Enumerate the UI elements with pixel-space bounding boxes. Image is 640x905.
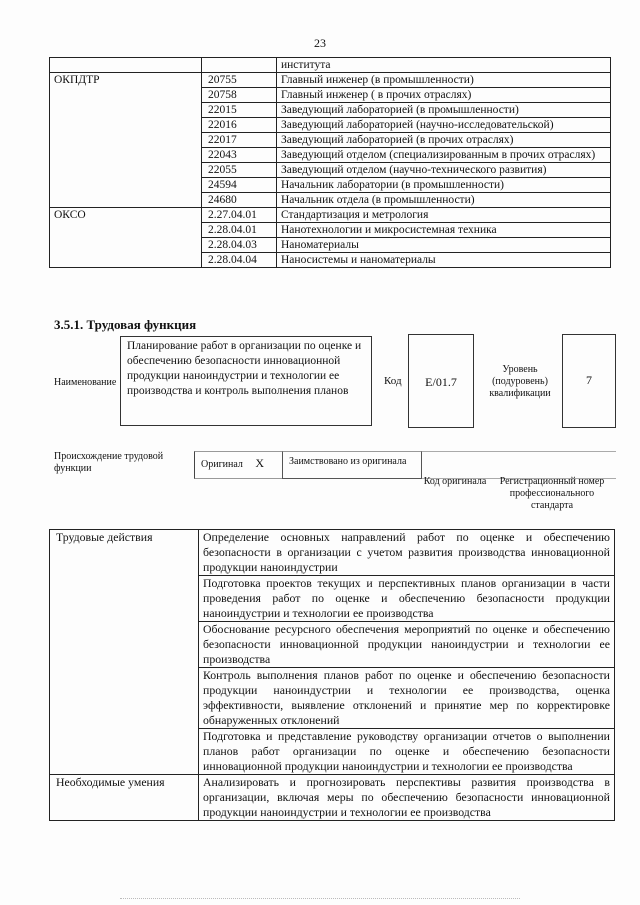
classifier-name-cell: ОКПДТР [50,73,202,88]
classifier-row [50,58,611,73]
labor-action-item: Подготовка проектов текущих и перспективных планов организации в части проведения работ по оценке и обеспечению безопасности продукции наноиндустрии и технологии ее производства [199,576,615,622]
original-label: Оригинал [201,459,243,470]
labor-action-item: Контроль выполнения планов работ по оценке и обеспечению безопасности продукции наноиндустрии и технологии ее производства, оценка эффективности, выявление отклонений и принятие мер по корректировке обнаруженных отклонений [199,668,615,729]
classifier-title-cell: Наносистемы и наноматериалы [277,253,611,268]
classifier-row [50,133,611,148]
classifier-row [50,163,611,178]
original-code-cell [422,451,488,479]
classifier-code-cell: 24680 [202,193,277,208]
classifier-name-cell [50,163,202,178]
classifier-code-cell: 22017 [202,133,277,148]
labor-action-label: Трудовые действия [50,530,199,775]
classifier-name-cell [50,58,202,73]
classifier-code-cell [202,58,277,73]
classifier-title-cell: Заведующий лабораторией (в прочих отраслях) [277,133,611,148]
classifier-title-cell: Главный инженер (в промышленности) [277,73,611,88]
origin-original-cell [194,451,282,479]
page-number: 23 [314,36,326,50]
classifier-row [50,223,611,238]
qualification-level-label: Уровень (подуровень) квалификации [489,364,551,399]
classifier-code-cell: 22043 [202,148,277,163]
labor-function-table [49,529,615,821]
classifier-name-cell [50,103,202,118]
classifier-code-cell: 22015 [202,103,277,118]
classifier-row [50,73,611,88]
required-skill-row [50,775,615,821]
classifier-name-cell: ОКСО [50,208,202,223]
classifier-code-cell: 2.28.04.01 [202,223,277,238]
classifier-row [50,178,611,193]
classifier-row [50,103,611,118]
classifier-code-cell: 2.27.04.01 [202,208,277,223]
classifier-row [50,238,611,253]
classifier-row [50,118,611,133]
classifier-name-cell [50,148,202,163]
classifier-row [50,148,611,163]
required-skill-label: Необходимые умения [50,775,199,821]
classifier-title-cell: Заведующий отделом (научно-технического развития) [277,163,611,178]
classifier-table [49,57,611,268]
classifier-name-cell [50,238,202,253]
labor-action-row [50,530,615,576]
original-code-caption: Код оригинала [423,476,487,487]
labor-action-item: Обоснование ресурсного обеспечения мероприятий по оценке и обеспечению безопасности инновационной продукции наноиндустрии и технологии ее производства [199,622,615,668]
classifier-name-cell [50,118,202,133]
classifier-code-cell: 2.28.04.03 [202,238,277,253]
classifier-name-cell [50,253,202,268]
classifier-name-cell [50,178,202,193]
registration-number-cell [488,451,616,479]
classifier-row [50,208,611,223]
origin-label: Происхождение трудовой функции [54,451,164,474]
required-skill-item: Анализировать и прогнозировать перспективы развития производства в организации, включая меры по обеспечению безопасности инновационной продукции наноиндустрии и технологии ее производства [199,775,615,821]
classifier-name-cell [50,88,202,103]
classifier-row [50,88,611,103]
classifier-code-cell: 20758 [202,88,277,103]
registration-number-caption: Регистрационный номер профессионального стандарта [499,476,605,511]
classifier-code-cell: 2.28.04.04 [202,253,277,268]
classifier-title-cell: Стандартизация и метрология [277,208,611,223]
classifier-name-cell [50,193,202,208]
classifier-row [50,193,611,208]
section-heading: 3.5.1. Трудовая функция [54,317,197,332]
classifier-title-cell: Заведующий отделом (специализированным в прочих отраслях) [277,148,611,163]
classifier-title-cell: Заведующий лабораторией (научно-исследовательской) [277,118,611,133]
classifier-title-cell: Заведующий лабораторией (в промышленности) [277,103,611,118]
classifier-title-cell: Нанотехнологии и микросистемная техника [277,223,611,238]
borrowed-cell: Заимствовано из оригинала [282,451,422,479]
classifier-row [50,253,611,268]
classifier-code-cell: 24594 [202,178,277,193]
name-label: Наименование [54,377,117,388]
classifier-title-cell: Начальник отдела (в промышленности) [277,193,611,208]
classifier-code-cell: 22055 [202,163,277,178]
classifier-title-cell: Начальник лаборатории (в промышленности) [277,178,611,193]
original-mark: X [255,456,265,470]
labor-action-item: Подготовка и представление руководству организации отчетов о выполнении планов работ организации по оценке и обеспечению безопасности инновационной продукции наноиндустрии и технологии ее производства [199,729,615,775]
classifier-code-cell: 22016 [202,118,277,133]
function-code-value: E/01.7 [408,334,474,428]
classifier-name-cell [50,133,202,148]
function-name-value: Планирование работ в организации по оценке и обеспечению безопасности инновационной продукции наноиндустрии и технологии ее производства и контроль выполнения планов [120,336,372,426]
classifier-code-cell: 20755 [202,73,277,88]
labor-action-item: Определение основных направлений работ по оценке и обеспечению безопасности в организации с учетом развития производства инновационной продукции наноиндустрии [199,530,615,576]
classifier-title-cell: Наноматериалы [277,238,611,253]
classifier-title-cell: института [277,58,611,73]
page-bottom-rule [120,898,520,899]
qualification-level-value: 7 [562,334,616,428]
classifier-title-cell: Главный инженер ( в прочих отраслях) [277,88,611,103]
code-label: Код [384,375,402,387]
classifier-name-cell [50,223,202,238]
